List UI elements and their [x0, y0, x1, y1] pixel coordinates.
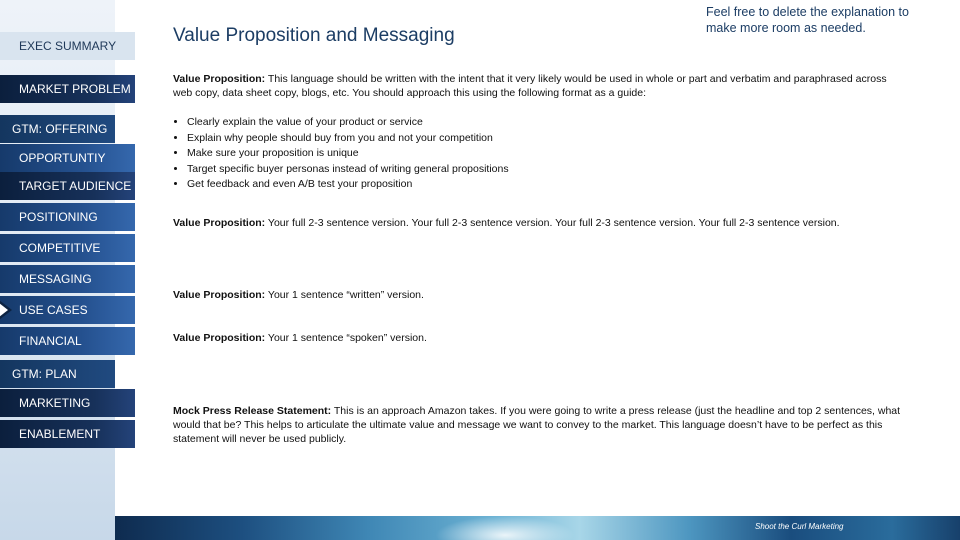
value-proposition-intro-text: This language should be written with the intent that it very likely would be used in whole or part and verbatim and paraphrased across web copy, data sheet copy, blogs, etc. You should approach this using the following format as a guide:: [173, 73, 887, 99]
current-page-arrow-inner-icon: [0, 303, 8, 317]
value-proposition-full: [173, 216, 933, 230]
footer-wave-banner: [115, 516, 960, 540]
mock-press-release-label: Mock Press Release Statement:: [173, 405, 332, 417]
sidebar-item-label: GTM: OFFERING: [12, 122, 108, 136]
sidebar-item-target-audience[interactable]: [0, 172, 135, 200]
value-proposition-written: [173, 288, 873, 302]
value-proposition-full-text: Your full 2-3 sentence version. Your full 2-3 sentence version. Your full 2-3 sentence version. Your full 2-3 sentence version.: [265, 217, 840, 229]
list-item: • Explain why people should buy from you and not your competition: [187, 131, 509, 147]
sidebar-item-label: GTM: PLAN: [12, 367, 77, 381]
sidebar-item-marketing[interactable]: [0, 389, 135, 417]
sidebar-item-messaging[interactable]: [0, 265, 135, 293]
sidebar-item-label: MESSAGING: [19, 272, 92, 286]
sidebar-section-gtm-offering[interactable]: [0, 115, 115, 143]
sidebar-item-label: FINANCIAL: [19, 334, 82, 348]
sidebar-item-label: USE CASES: [19, 303, 88, 317]
list-item: • Make sure your proposition is unique: [187, 146, 509, 162]
list-item: • Get feedback and even A/B test your proposition: [187, 177, 509, 193]
list-item: • Target specific buyer personas instead of writing general propositions: [187, 162, 509, 178]
mock-press-release-text: This is an approach Amazon takes. If you were going to write a press release (just the headline and top 2 sentences, what would that be? This helps to articulate the ultimate value and message we want to convey to the market. This language doesn’t have to be perfect as this statement will never be used publicly.: [173, 405, 901, 445]
sidebar-item-label: COMPETITIVE: [19, 241, 101, 255]
sidebar-item-label: MARKETING: [19, 396, 91, 410]
sidebar-item-enablement[interactable]: [0, 420, 135, 448]
value-proposition-label: Value Proposition:: [173, 217, 266, 229]
value-proposition-label: Value Proposition:: [173, 73, 266, 85]
sidebar-item-use-cases[interactable]: [0, 296, 135, 324]
sidebar-item-label: TARGET AUDIENCE: [19, 179, 132, 193]
wave-foam-decoration: [435, 516, 575, 540]
sidebar-item-positioning[interactable]: [0, 203, 135, 231]
list-item: • Clearly explain the value of your product or service: [187, 115, 509, 131]
brand-footer-text: Shoot the Curl Marketing: [755, 522, 844, 531]
value-proposition-intro: [173, 72, 903, 100]
sidebar-item-label: OPPORTUNTIY: [19, 151, 106, 165]
sidebar-item-exec-summary[interactable]: [0, 32, 135, 60]
sidebar-item-label: ENABLEMENT: [19, 427, 101, 441]
value-proposition-spoken: [173, 331, 873, 345]
value-proposition-label: Value Proposition:: [173, 332, 266, 344]
guide-bullet-list: [173, 115, 509, 193]
page-title: Value Proposition and Messaging: [173, 25, 455, 46]
sidebar-item-competitive[interactable]: [0, 234, 135, 262]
sidebar-item-label: MARKET PROBLEM: [19, 82, 131, 96]
sidebar-item-label: EXEC SUMMARY: [19, 39, 117, 53]
sidebar-item-label: POSITIONING: [19, 210, 98, 224]
value-proposition-spoken-text: Your 1 sentence “spoken” version.: [265, 332, 427, 344]
value-proposition-written-text: Your 1 sentence “written” version.: [265, 289, 424, 301]
sidebar-item-opportunity[interactable]: [0, 144, 135, 172]
sidebar-item-market-problem[interactable]: [0, 75, 135, 103]
value-proposition-label: Value Proposition:: [173, 289, 266, 301]
explanation-note: Feel free to delete the explanation to make more room as needed.: [706, 5, 909, 35]
sidebar-item-financial[interactable]: [0, 327, 135, 355]
sidebar-section-gtm-plan[interactable]: [0, 360, 115, 388]
mock-press-release: [173, 404, 903, 446]
